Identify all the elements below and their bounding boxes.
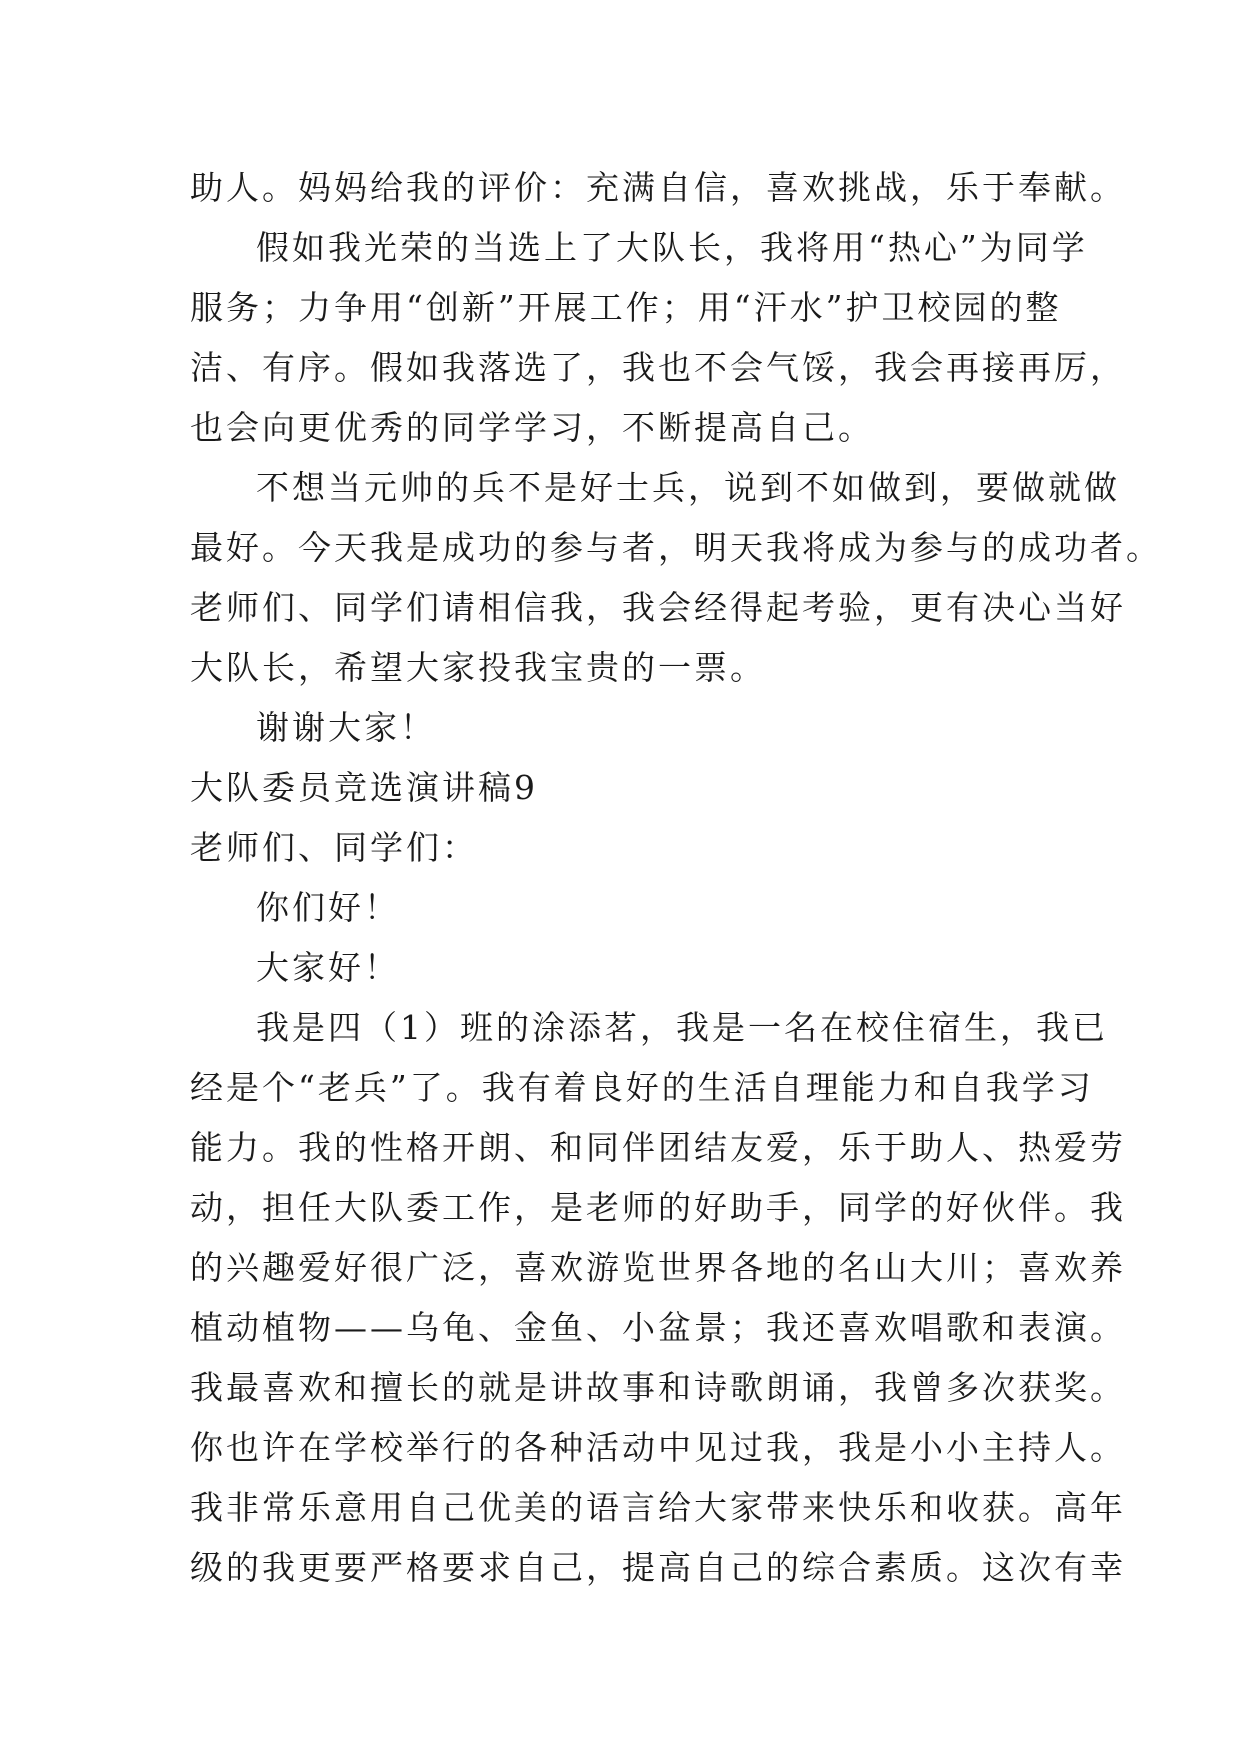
section-title: 大队委员竞选演讲稿9 <box>190 768 538 807</box>
text-line: 级的我更要严格要求自己，提高自己的综合素质。这次有幸 <box>190 1548 1126 1587</box>
text-line: 动，担任大队委工作，是老师的好助手，同学的好伙伴。我 <box>190 1188 1126 1227</box>
text-line: 能力。我的性格开朗、和同伴团结友爱，乐于助人、热爱劳 <box>190 1128 1126 1167</box>
text-line: 经是个“老兵”了。我有着良好的生活自理能力和自我学习 <box>190 1068 1094 1107</box>
text-line: 大队长，希望大家投我宝贵的一票。 <box>190 648 766 687</box>
text-line: 最好。今天我是成功的参与者，明天我将成为参与的成功者。 <box>190 528 1162 567</box>
text-line: 老师们、同学们请相信我，我会经得起考验，更有决心当好 <box>190 588 1126 627</box>
paragraph-start: 我是四（1）班的涂添茗，我是一名在校住宿生，我已 <box>256 1008 1108 1047</box>
text-line: 你也许在学校举行的各种活动中见过我，我是小小主持人。 <box>190 1428 1126 1467</box>
text-line: 植动植物——乌龟、金鱼、小盆景；我还喜欢唱歌和表演。 <box>190 1308 1126 1347</box>
paragraph-start: 不想当元帅的兵不是好士兵，说到不如做到，要做就做 <box>256 468 1120 507</box>
salutation: 老师们、同学们： <box>190 828 478 867</box>
text-line: 服务；力争用“创新”开展工作；用“汗水”护卫校园的整 <box>190 288 1062 327</box>
text-line: 我非常乐意用自己优美的语言给大家带来快乐和收获。高年 <box>190 1488 1126 1527</box>
text-line: 也会向更优秀的同学学习，不断提高自己。 <box>190 408 874 447</box>
greeting-line: 大家好！ <box>256 948 400 987</box>
text-line: 洁、有序。假如我落选了，我也不会气馁，我会再接再厉， <box>190 348 1126 387</box>
paragraph-start: 假如我光荣的当选上了大队长，我将用“热心”为同学 <box>256 228 1088 267</box>
greeting-line: 你们好！ <box>256 888 400 927</box>
text-line: 我最喜欢和擅长的就是讲故事和诗歌朗诵，我曾多次获奖。 <box>190 1368 1126 1407</box>
closing-thanks: 谢谢大家！ <box>256 708 436 747</box>
text-line: 助人。妈妈给我的评价：充满自信，喜欢挑战，乐于奉献。 <box>190 168 1126 207</box>
text-line: 的兴趣爱好很广泛，喜欢游览世界各地的名山大川；喜欢养 <box>190 1248 1126 1287</box>
